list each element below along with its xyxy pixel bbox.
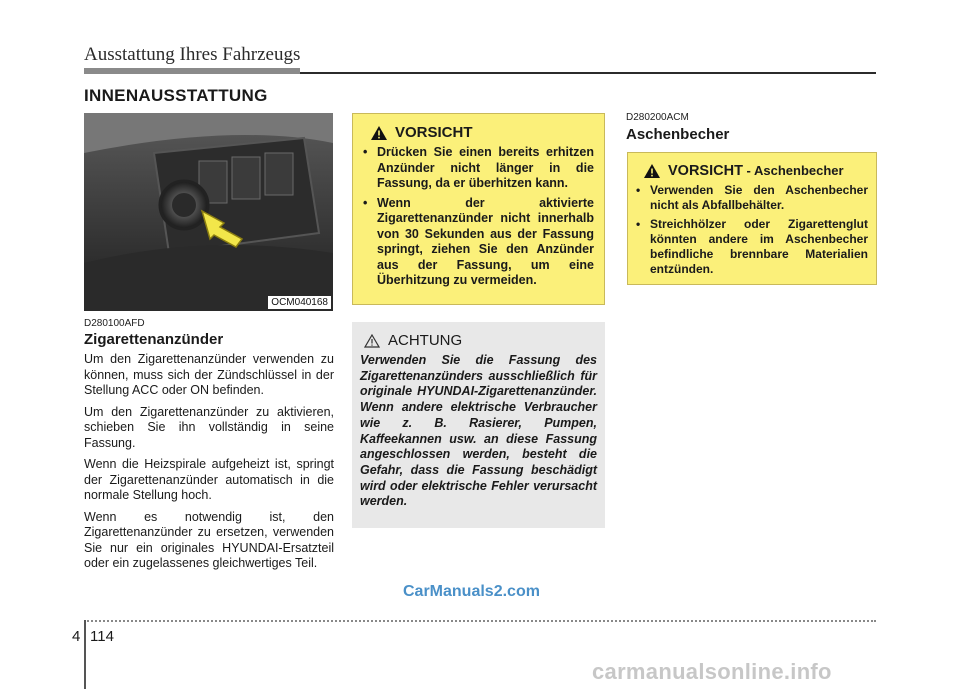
lighter-paragraph: Wenn die Heizspirale aufgeheizt ist, springt der Zigarettenanzünder automatisch in die normale Stellung hoch. bbox=[84, 457, 334, 502]
lighter-photo bbox=[84, 113, 333, 311]
warning-icon bbox=[644, 164, 660, 178]
header-bar bbox=[84, 68, 300, 74]
caution-box-ashtray bbox=[627, 152, 877, 285]
caution-list bbox=[632, 183, 868, 277]
console-illustration bbox=[84, 113, 333, 311]
caution-box-lighter bbox=[352, 113, 605, 305]
caution-title: VORSICHT bbox=[395, 124, 473, 141]
photo-label: OCM040168 bbox=[268, 296, 331, 309]
ashtray-code: D280200ACM bbox=[626, 112, 689, 123]
notice-box bbox=[352, 322, 605, 528]
caution-heading bbox=[359, 124, 594, 141]
caution-item: • Streichhölzer oder Zigarettenglut könnten andere im Aschenbecher befindliche brennbare Materialien entzünden. bbox=[632, 217, 868, 277]
page-number: 114 bbox=[90, 628, 114, 645]
lighter-body bbox=[84, 352, 334, 578]
caution-list bbox=[359, 145, 594, 289]
caution-item: • Wenn der aktivierte Zigarettenanzünder nicht innerhalb von 30 Sekunden aus der Fassung springt, ziehen Sie den Anzünder aus der Fassung, um eine Überhitzung zu vermeiden. bbox=[359, 196, 594, 289]
ashtray-heading: Aschenbecher bbox=[626, 126, 730, 143]
notice-text: Verwenden Sie die Fassung des Zigarettenanzünders ausschließlich für originale HYUNDAI-Zigarettenanzünder. Wenn andere elektrische Verbraucher wie z. B. Rasierer, Pumpen, Kaffeekannen usw. an diese Fassung angeschlossen werden, besteht die Gefahr, dass die Fassung beschädigt wird oder elektrische Fehler verursacht werden. bbox=[360, 353, 597, 509]
lighter-heading: Zigarettenanzünder bbox=[84, 331, 224, 348]
lighter-code: D280100AFD bbox=[84, 318, 145, 329]
chapter-header-title: Ausstattung Ihres Fahrzeugs bbox=[84, 44, 301, 65]
caution-item: • Verwenden Sie den Aschenbecher nicht als Abfallbehälter. bbox=[632, 183, 868, 213]
watermark-footer: carmanualsonline.info bbox=[592, 659, 832, 684]
notice-title: ACHTUNG bbox=[388, 332, 463, 349]
notice-warning-icon bbox=[364, 334, 380, 348]
caution-heading bbox=[632, 163, 868, 179]
caution-item: • Drücken Sie einen bereits erhitzen Anzünder nicht länger in die Fassung, da er überhitzen kann. bbox=[359, 145, 594, 192]
lighter-paragraph: Um den Zigarettenanzünder verwenden zu können, muss sich der Zündschlüssel in der Stellung ACC oder ON befinden. bbox=[84, 352, 334, 397]
section-title: INNENAUSSTATTUNG bbox=[84, 86, 268, 105]
caution-title-sub: - Aschenbecher bbox=[742, 163, 844, 178]
chapter-number: 4 bbox=[72, 628, 81, 645]
footer-rule bbox=[84, 620, 876, 622]
notice-heading bbox=[360, 332, 597, 349]
lighter-paragraph: Um den Zigarettenanzünder zu aktivieren, schieben Sie ihn vollständig in seine Fassung. bbox=[84, 404, 334, 450]
footer-divider bbox=[84, 620, 86, 689]
warning-icon bbox=[371, 126, 387, 140]
caution-title bbox=[668, 163, 844, 179]
caution-title-main: VORSICHT bbox=[668, 163, 743, 179]
watermark-link[interactable]: CarManuals2.com bbox=[403, 583, 540, 600]
lighter-paragraph: Wenn es notwendig ist, den Zigarettenanzünder zu ersetzen, verwenden Sie nur ein originales HYUNDAI-Ersatzteil oder ein zugelassenes gleichwertiges Teil. bbox=[84, 509, 334, 570]
